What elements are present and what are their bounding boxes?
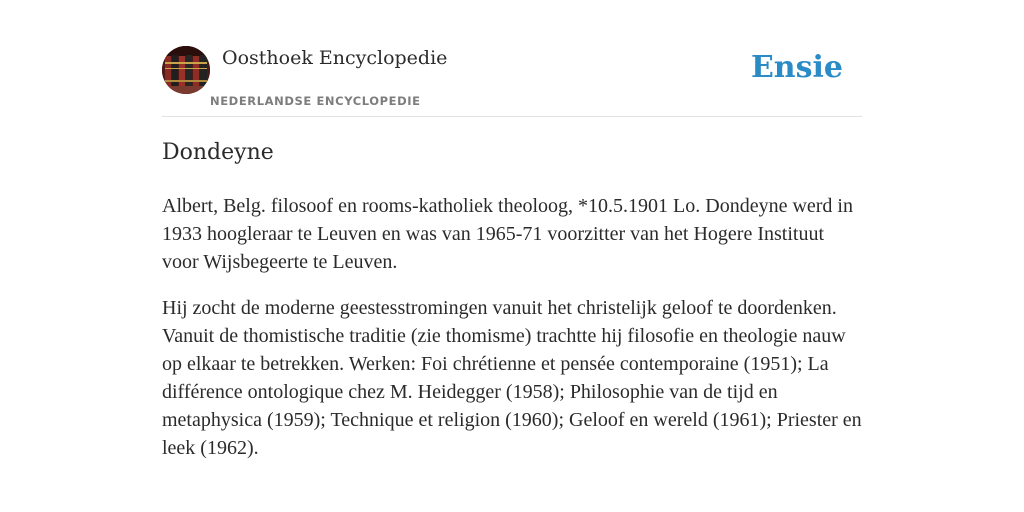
article-title: Dondeyne: [162, 140, 274, 165]
article-paragraph: Albert, Belg. filosoof en rooms-katholiek theoloog, *10.5.1901 Lo. Dondeyne werd in 1933 hoogleraar te Leuven en was van 1965-71 voorzitter van het Hogere Instituut voor Wijsbegeerte te Leuven.: [162, 195, 853, 273]
site-title-link[interactable]: Oosthoek Encyclopedie: [222, 47, 448, 69]
brand-logo-link[interactable]: Ensie: [750, 50, 843, 85]
article-body: [162, 192, 862, 480]
article-paragraph: Hij zocht de moderne geestesstromingen vanuit het christelijk geloof te doordenken. Vanuit de thomistische traditie (zie thomisme) trachtte hij filosofie en theologie nauw op elkaar te betrekken. Werken: Foi chrétienne et pensée contemporaine (1951); La différence ontologique chez M. Heidegger (1958); Philosophie van de tijd en metaphysica (1959); Technique et religion (1960); Geloof en wereld (1961); Priester en leek (1962).: [162, 297, 862, 459]
site-subtitle: NEDERLANDSE ENCYCLOPEDIE: [210, 94, 421, 108]
site-header: [162, 46, 862, 117]
bookshelf-logo-icon[interactable]: [162, 46, 210, 94]
